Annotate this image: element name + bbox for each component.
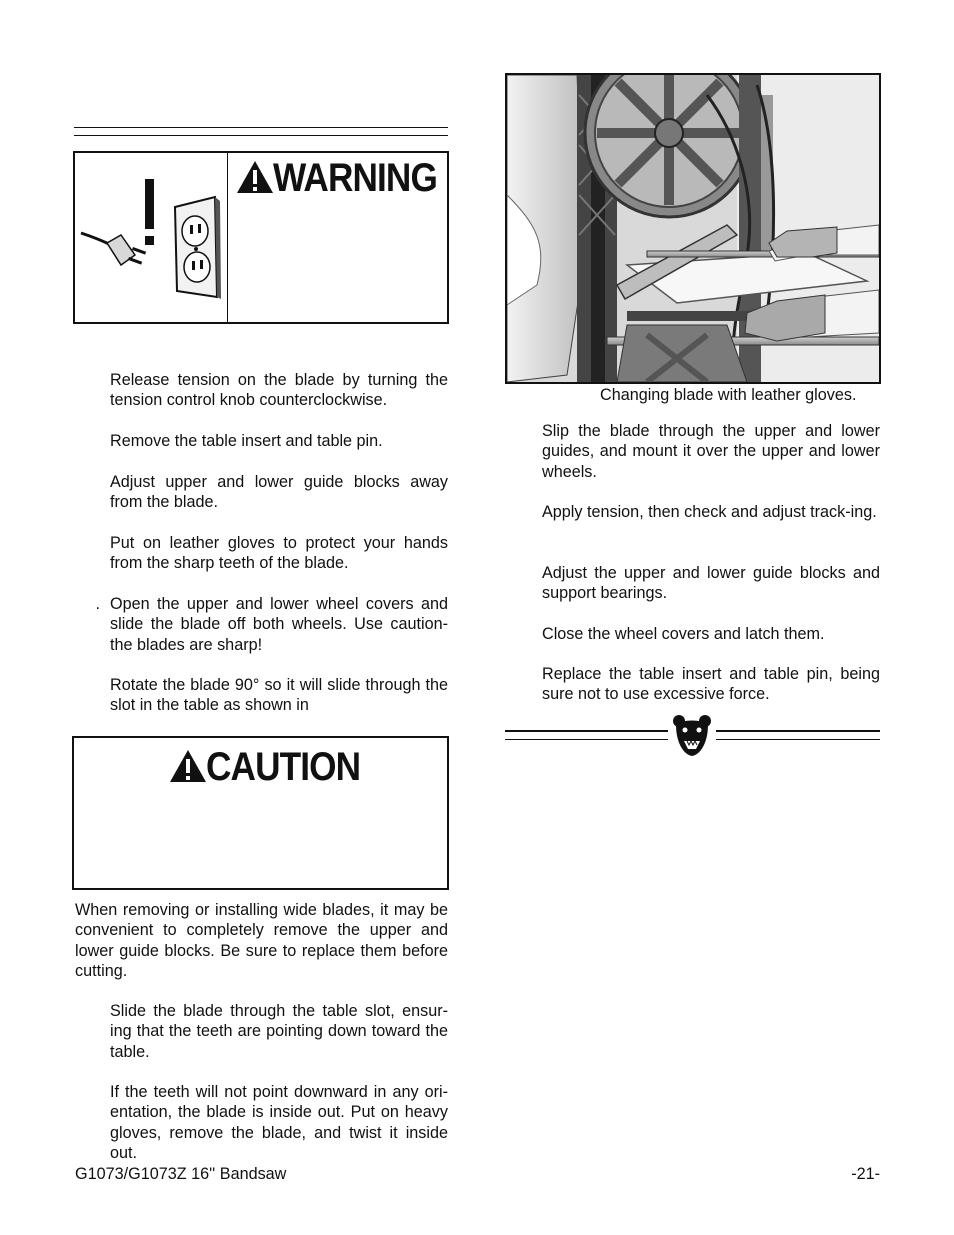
step-4: Put on leather gloves to protect your hands from the sharp teeth of the blade. — [110, 534, 448, 573]
section-rule-bottom — [74, 135, 448, 136]
divider-left-bottom — [505, 739, 668, 740]
warning-title: WARNING — [273, 156, 437, 200]
step-9: Slip the blade through the upper and lower guides, and mount it over the upper and lower wheels. — [542, 422, 880, 481]
warning-triangle-icon — [235, 159, 275, 195]
step-2: Remove the table insert and table pin. — [110, 432, 383, 450]
step-13: Replace the table insert and table pin, being sure not to use excessive force. — [542, 665, 880, 704]
step-10: Apply tension, then check and adjust track-ing. — [542, 503, 877, 521]
bear-logo-icon — [672, 713, 712, 757]
step-7: Slide the blade through the table slot, ensur-ing that the teeth are pointing down toward the table. — [110, 1002, 448, 1061]
electrical-plug-outlet-icon — [79, 173, 225, 303]
caution-triangle-icon — [168, 748, 208, 784]
step-1: Release tension on the blade by turning the tension control knob counterclockwise. — [110, 371, 448, 410]
divider-right-bottom — [716, 739, 880, 740]
divider-left-top — [505, 730, 668, 732]
caution-box — [72, 736, 449, 890]
section-rule-top — [74, 127, 448, 128]
step-3: Adjust upper and lower guide blocks away from the blade. — [110, 473, 448, 512]
step-12: Close the wheel covers and latch them. — [542, 625, 825, 643]
footer-model: G1073/G1073Z 16'' Bandsaw — [75, 1165, 287, 1183]
caution-title: CAUTION — [206, 745, 361, 789]
step-5: . Open the upper and lower wheel covers and slide the blade off both wheels. Use caution-the blades are sharp! — [95, 595, 448, 654]
step-8: If the teeth will not point downward in any ori-entation, the blade is inside out. Put on heavy gloves, remove the blade, and twist it inside out. — [110, 1083, 448, 1162]
figure-caption: Changing blade with leather gloves. — [600, 386, 857, 404]
footer-page-number: -21- — [851, 1165, 880, 1183]
step-11: Adjust the upper and lower guide blocks and support bearings. — [542, 564, 880, 603]
figure-frame — [505, 73, 881, 384]
bandsaw-blade-photo — [507, 75, 879, 382]
step-6: Rotate the blade 90° so it will slide through the slot in the table as shown in — [110, 676, 448, 715]
wide-blade-note: When removing or installing wide blades, it may be convenient to completely remove the upper and lower guide blocks. Be sure to replace them before cutting. — [75, 901, 448, 980]
divider-right-top — [716, 730, 880, 732]
warning-divider — [227, 153, 228, 322]
warning-box — [73, 151, 449, 324]
